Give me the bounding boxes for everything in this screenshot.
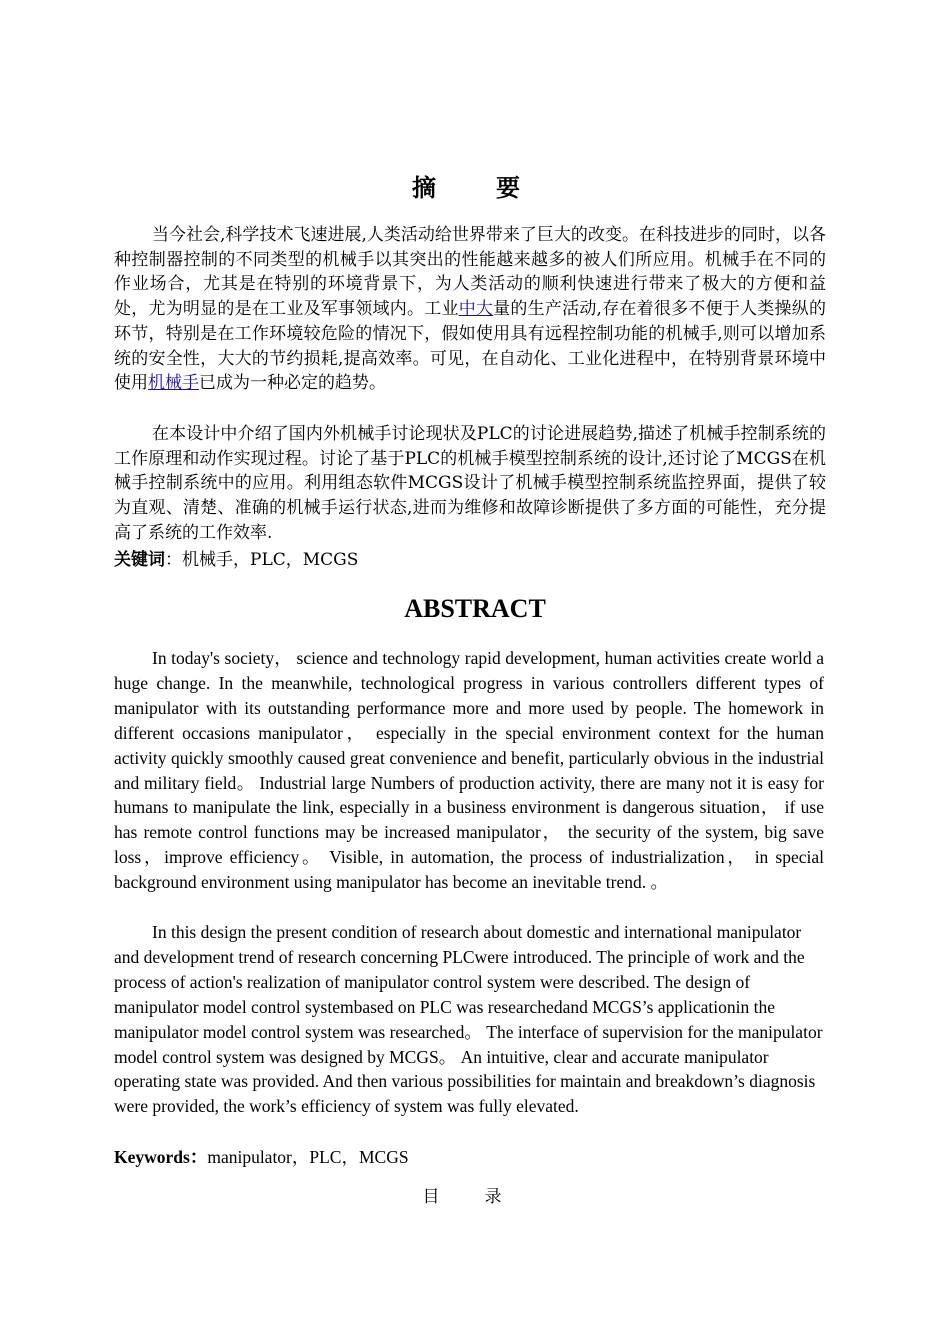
english-abstract-paragraph-1 [114, 646, 824, 895]
chinese-abstract-paragraph-1 [114, 223, 826, 396]
cn-p1-text-c: 已成为一种必定的趋势。 [199, 373, 386, 394]
chinese-keywords-value: ：机械手，PLC，MCGS [165, 550, 359, 570]
en-p1-text: In today's society， science and technology rapid development, human activities create world a huge change. In the meanwhile, technological progress in various controllers different types of manipulator with its outstanding performance more and more used by people. The homework in different occasions manipulator， especially in the special environment context for the human activity quickly smoothly caused great convenience and benefit, particularly obvious in the industrial and military field。 Industrial large Numbers of production activity, there are many not it is easy for humans to manipulate the link, especially in a business environment is dangerous situation， if use has remote control functions may be increased manipulator， the security of the system, big save loss，improve efficiency。 Visible, in automation, the process of industrialization， in special background environment using manipulator has become an inevitable trend. 。 [114, 648, 824, 893]
chinese-keywords-label: 关键词 [114, 550, 165, 570]
en-p2-text: In this design the present condition of research about domestic and international manipulator and development trend of research concerning PLCwere introduced. The principle of work and the process of action's realization of manipulator control system were described. The design of manipulator model control systembased on PLC was researchedand MCGS’s applicationin the manipulator model control system was researched。 The interface of supervision for the manipulator model control system was designed by MCGS。 An intuitive, clear and accurate manipulator operating state was provided. And then various possibilities for maintain and breakdown’s diagnosis were provided, the work’s efficiency of system was fully elevated. [114, 922, 823, 1117]
cn-p1-text-a: 当今社会,科学技术飞速进展,人类活动给世界带来了巨大的改变。在科技进步的同时，以各种控制器控制的不同类型的机械手以其突出的性能越来越多的被人们所应用。机械手在不同的作业场合，尤其是在特别的环境背景下，为人类活动的顺利快速进行带来了极大的方便和益处，尤为明显的是在工业及军事领域内。工业 [114, 225, 826, 320]
english-abstract-title: ABSTRACT [404, 594, 546, 623]
chinese-abstract-title: 摘 要 [412, 174, 538, 202]
cn-p2-text: 在本设计中介绍了国内外机械手讨论现状及PLC的讨论进展趋势,描述了机械手控制系统的工作原理和动作实现过程。讨论了基于PLC的机械手模型控制系统的设计,还讨论了MCGS在机械手控制系统中的应用。利用组态软件MCGS设计了机械手模型控制系统监控界面，提供了较为直观、清楚、准确的机械手运行状态,进而为维修和故障诊断提供了多方面的可能性，充分提高了系统的工作效率. [114, 424, 826, 543]
english-keywords-value: manipulator，PLC，MCGS [207, 1147, 409, 1167]
link-zhongda[interactable]: 中大 [458, 299, 494, 320]
english-abstract-paragraph-2 [114, 920, 824, 1119]
english-keywords [114, 1144, 409, 1169]
cn-p1-text-b: 量的生产活动,存在着很多不便于人类操纵的环节，特别是在工作环境较危险的情况下，假如使用具有远程控制功能的机械手,则可以增加系统的安全性，大大的节约损耗,提高效率。可见，在自动化、工业化进程中，在特别背景环境中使用 [114, 299, 827, 394]
table-of-contents-heading: 目 录 [422, 1187, 516, 1207]
chinese-keywords [114, 545, 358, 570]
link-manipulator[interactable]: 机械手 [148, 373, 199, 394]
english-keywords-label: Keywords： [114, 1147, 208, 1167]
chinese-abstract-paragraph-2 [114, 422, 826, 546]
